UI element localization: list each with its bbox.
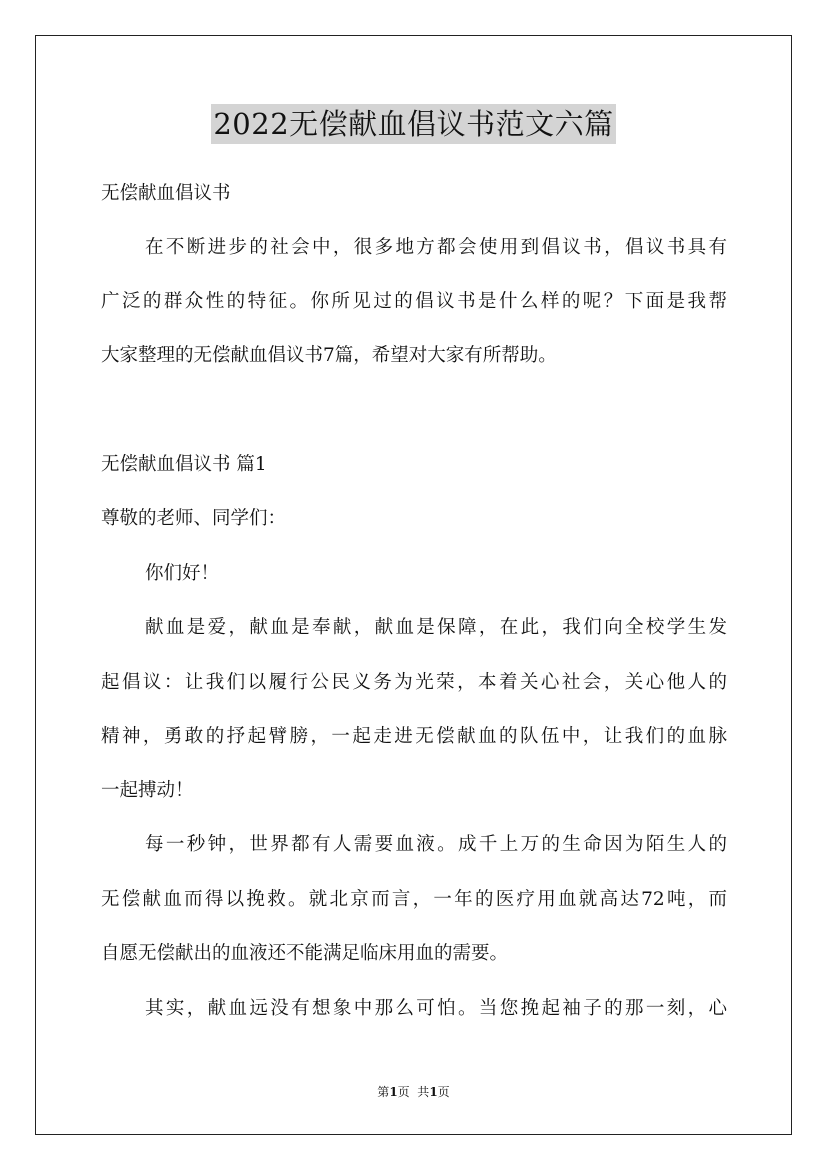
total-pages-number: 1 bbox=[429, 1085, 438, 1099]
paragraph-line: 广泛的群众性的特征。你所见过的倡议书是什么样的呢？下面是我帮 bbox=[101, 291, 727, 312]
footer-prefix: 第 bbox=[377, 1085, 390, 1099]
paragraph-line: 精神，勇敢的抒起臂膀，一起走进无偿献血的队伍中，让我们的血脉 bbox=[101, 726, 727, 747]
paragraph-line: 每一秒钟，世界都有人需要血液。成千上万的生命因为陌生人的 bbox=[145, 834, 727, 855]
paragraph-line: 起倡议：让我们以履行公民义务为光荣，本着关心社会，关心他人的 bbox=[101, 672, 727, 693]
paragraph-line: 其实，献血远没有想象中那么可怕。当您挽起袖子的那一刻，心 bbox=[145, 998, 727, 1019]
paragraph-line: 自愿无偿献出的血液还不能满足临床用血的需要。 bbox=[101, 943, 509, 964]
footer-mid: 页 共 bbox=[397, 1085, 430, 1099]
title-container bbox=[0, 104, 827, 144]
paragraph-line: 献血是爱，献血是奉献，献血是保障，在此，我们向全校学生发 bbox=[145, 617, 727, 638]
section-heading: 无偿献血倡议书 bbox=[101, 183, 231, 204]
current-page-number: 1 bbox=[389, 1085, 398, 1099]
paragraph-line: 在不断进步的社会中，很多地方都会使用到倡议书，倡议书具有 bbox=[145, 237, 727, 258]
document-title: 2022无偿献血倡议书范文六篇 bbox=[211, 104, 615, 144]
paragraph-line: 无偿献血而得以挽救。就北京而言，一年的医疗用血就高达72吨，而 bbox=[101, 889, 727, 910]
section-heading: 无偿献血倡议书 篇1 bbox=[101, 454, 267, 475]
page-footer bbox=[0, 1084, 827, 1100]
footer-suffix: 页 bbox=[437, 1085, 450, 1099]
paragraph-line: 大家整理的无偿献血倡议书7篇，希望对大家有所帮助。 bbox=[101, 345, 557, 366]
greeting: 你们好！ bbox=[145, 563, 220, 584]
salutation: 尊敬的老师、同学们： bbox=[101, 508, 287, 529]
paragraph-line: 一起搏动！ bbox=[101, 780, 194, 801]
